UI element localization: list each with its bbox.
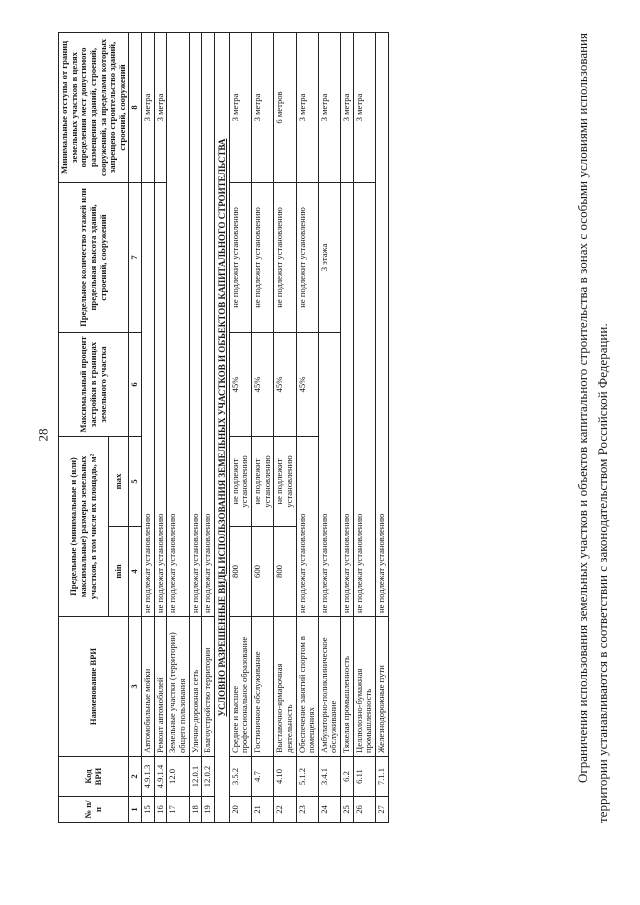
row-name: Тяжелая промышленность (341, 617, 354, 757)
column-number: 2 (129, 757, 142, 797)
row-number: 24 (318, 797, 340, 823)
row-code: 6.11 (353, 757, 375, 797)
row-code: 4.9.1.3 (142, 757, 155, 797)
row-area: не подлежат установлению (318, 332, 340, 616)
row-area: не подлежат установлению (341, 182, 354, 616)
row-name: Амбулаторно-поликлиническое обслуживание (318, 617, 340, 757)
row-floors: не подлежит установлению (229, 182, 251, 332)
header-setback: Минимальные отступы от границ земельных участков в целях определения мест допустимого размещения зданий, строений, сооружений, за пределами которых запрещено строительство зданий, строений, сооружений (59, 32, 129, 182)
row-name: Ремонт автомобилей (154, 617, 167, 757)
row-number: 15 (142, 797, 155, 823)
row-code: 12.0 (167, 757, 189, 797)
column-number: 7 (129, 182, 142, 332)
row-name: Целлюлозно-бумажная промышленность (353, 617, 375, 757)
row-name: Гостиничное обслуживание (252, 617, 274, 757)
row-number: 26 (353, 797, 375, 823)
row-setback: 3 метра (341, 32, 354, 182)
column-number: 3 (129, 617, 142, 757)
row-code: 12.0.2 (202, 757, 215, 797)
row-name: Железнодорожные пути (375, 617, 388, 757)
row-name: Земельные участки (территории) общего пользования (167, 617, 189, 757)
row-code: 3.4.1 (318, 757, 340, 797)
table-row (189, 32, 202, 822)
table-row (375, 32, 388, 822)
row-floors: не подлежит установлению (274, 182, 296, 332)
header-area: Предельные (минимальные и (или) максимальные) размеры земельных участков, в том числе их площадь, м² (59, 436, 109, 616)
row-min: 800 (229, 527, 251, 617)
row-code: 12.0.1 (189, 757, 202, 797)
row-setback: 6 метров (274, 32, 296, 182)
row-params: не подлежат установлению (142, 182, 155, 616)
row-number: 17 (167, 797, 189, 823)
header-num: № п/п (59, 797, 129, 823)
regulations-table (58, 32, 389, 823)
row-code: 7.1.1 (375, 757, 388, 797)
header-min: min (109, 527, 129, 617)
header-max: max (109, 436, 129, 526)
footnote-paragraph: Ограничения использования земельных участков и объектов капитального строительства в зонах с особыми условиями использования территории устанавливаются в соответствии с законодательством Российской Федерации. (575, 33, 611, 823)
table-row (142, 32, 155, 822)
row-floors: не подлежит установлению (252, 182, 274, 332)
row-code: 4.7 (252, 757, 274, 797)
page-number: 28 (35, 428, 51, 442)
row-code: 6.2 (341, 757, 354, 797)
column-number: 5 (129, 436, 142, 526)
row-setback: 3 метра (353, 32, 375, 182)
table-row (341, 32, 354, 822)
row-params: не подлежат установлению (189, 32, 202, 616)
row-floors: не подлежит установлению (296, 182, 318, 332)
table-row (229, 32, 251, 822)
row-number: 18 (189, 797, 202, 823)
row-code: 3.5.2 (229, 757, 251, 797)
header-coverage: Максимальный процент застройки в границах земельного участка (59, 332, 129, 436)
column-number: 1 (129, 797, 142, 823)
row-min: 800 (274, 527, 296, 617)
row-setback: 3 метра (296, 32, 318, 182)
row-max: не подлежит установлению (274, 436, 296, 526)
row-name: Улично-дорожная сеть (189, 617, 202, 757)
table-row (318, 32, 340, 822)
row-number: 16 (154, 797, 167, 823)
row-setback: 3 метра (318, 32, 340, 182)
row-name: Автомобильные мойки (142, 617, 155, 757)
row-name: Среднее и высшее профессиональное образование (229, 617, 251, 757)
row-number: 22 (274, 797, 296, 823)
row-coverage: 45% (229, 332, 251, 436)
row-coverage: 45% (274, 332, 296, 436)
row-coverage: 45% (252, 332, 274, 436)
table-row (252, 32, 274, 822)
row-coverage: 45% (296, 332, 318, 436)
row-max: не подлежит установлению (252, 436, 274, 526)
row-area: не подлежат установлению (375, 32, 388, 616)
row-code: 4.10 (274, 757, 296, 797)
table-row (296, 32, 318, 822)
table-row (274, 32, 296, 822)
row-setback: 3 метра (154, 32, 167, 182)
section-row (214, 32, 229, 822)
row-area: не подлежат установлению (353, 182, 375, 616)
row-number: 23 (296, 797, 318, 823)
table-row (154, 32, 167, 822)
row-code: 5.1.2 (296, 757, 318, 797)
column-numbers-row (129, 32, 142, 822)
table-row (353, 32, 375, 822)
row-area: не подлежат установлению (296, 436, 318, 616)
row-floors: 3 этажа (318, 182, 340, 332)
row-min: 600 (252, 527, 274, 617)
header-code: Код ВРИ (59, 757, 129, 797)
row-max: не подлежит установлению (229, 436, 251, 526)
row-name: Обеспечение занятий спортом в помещениях (296, 617, 318, 757)
row-number: 21 (252, 797, 274, 823)
row-code: 4.9.1.4 (154, 757, 167, 797)
row-setback: 3 метра (252, 32, 274, 182)
header-name: Наименование ВРИ (59, 617, 129, 757)
row-name: Выставочно-ярмарочная деятельность (274, 617, 296, 757)
column-number: 8 (129, 32, 142, 182)
row-params: не подлежат установлению (202, 32, 215, 616)
row-params: не подлежат установлению (167, 32, 189, 616)
column-number: 4 (129, 527, 142, 617)
row-number: 27 (375, 797, 388, 823)
row-number: 20 (229, 797, 251, 823)
column-number: 6 (129, 332, 142, 436)
header-floors: Предельное количество этажей или предельная высота зданий, строений, сооружений (59, 182, 129, 332)
row-setback: 3 метра (229, 32, 251, 182)
row-params: не подлежат установлению (154, 182, 167, 616)
row-name: Благоустройство территории (202, 617, 215, 757)
table-row (167, 32, 189, 822)
row-number: 25 (341, 797, 354, 823)
row-setback: 3 метра (142, 32, 155, 182)
row-number: 19 (202, 797, 215, 823)
section-title: УСЛОВНО РАЗРЕШЕННЫЕ ВИДЫ ИСПОЛЬЗОВАНИЯ ЗЕМЕЛЬНЫХ УЧАСТКОВ И ОБЪЕКТОВ КАПИТАЛЬНОГО СТРОИТЕЛЬСТВА (214, 32, 229, 822)
table-row (202, 32, 215, 822)
